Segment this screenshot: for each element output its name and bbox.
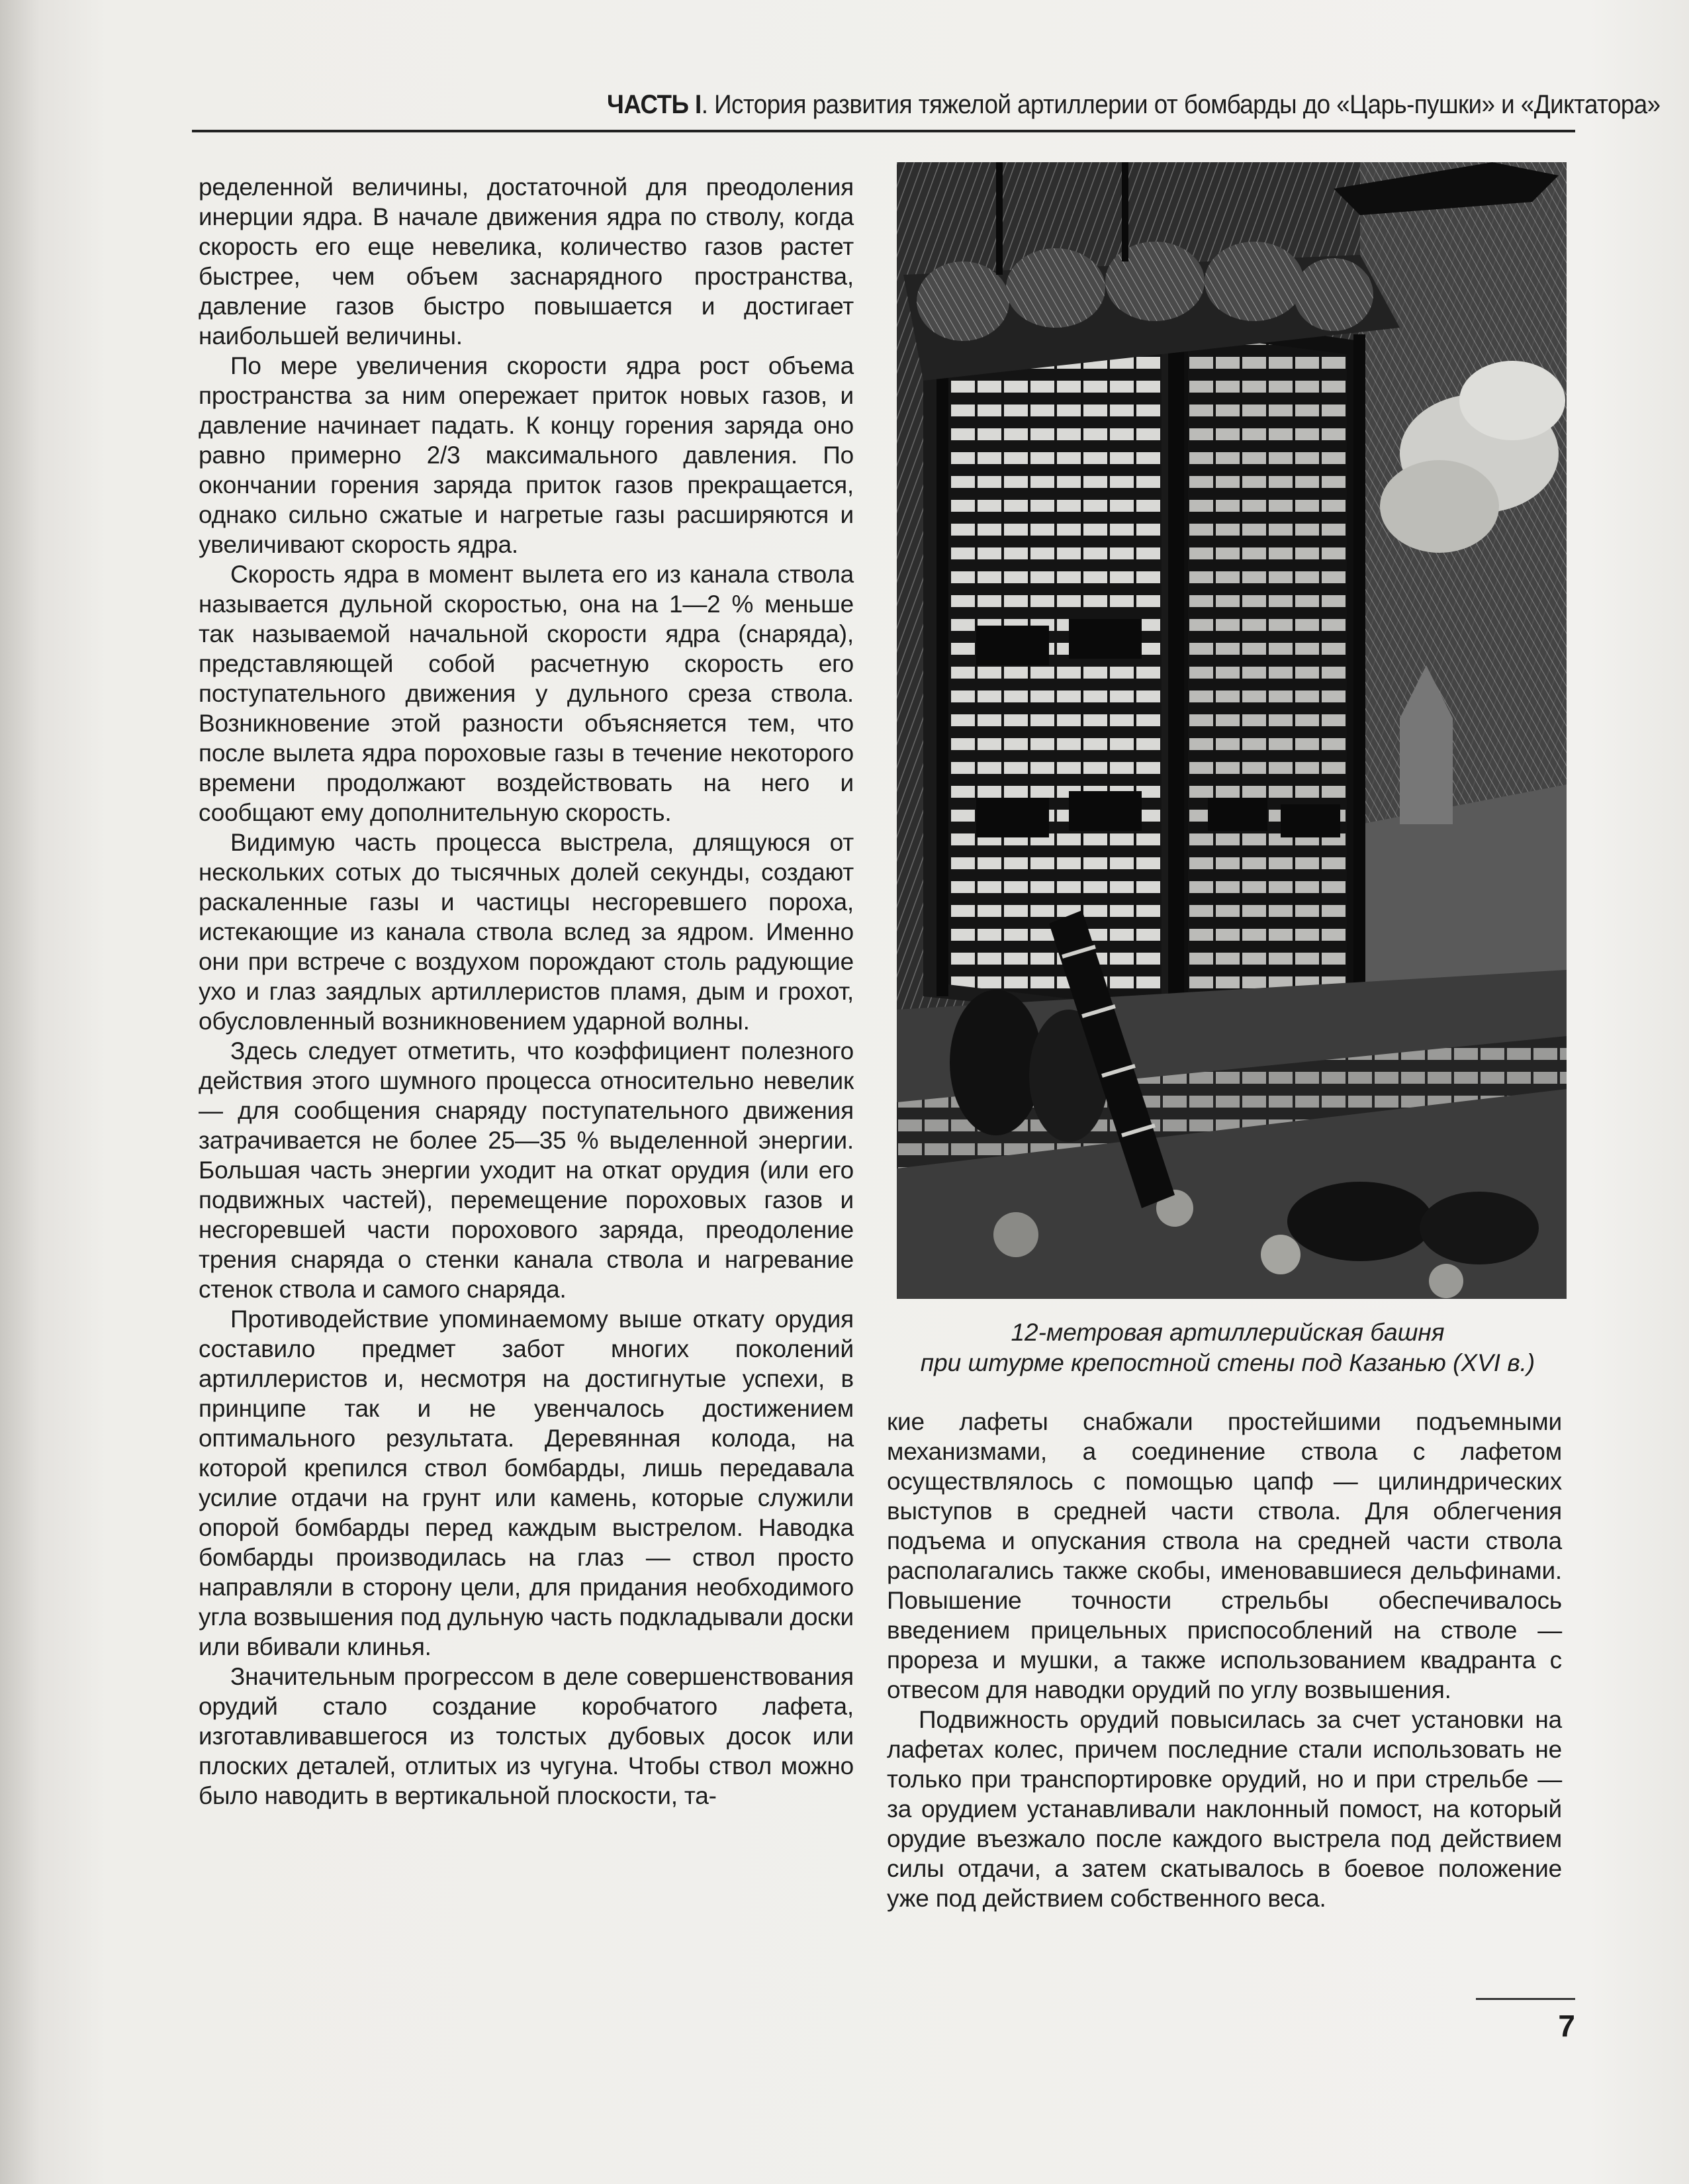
page-number-rule bbox=[1476, 1998, 1575, 2000]
paragraph: Значительным прогрессом в деле совершенствования орудий стало создание коробчатого лафета, изготавливавшегося из толстых дубовых досок или плоских деталей, отлитых из чугуна. Чтобы ствол можно было наводить в вертикальной плоскости, та- bbox=[199, 1663, 854, 1809]
page-number: 7 bbox=[1558, 2009, 1575, 2043]
figure-caption bbox=[887, 1317, 1569, 1378]
header-title: . История развития тяжелой артиллерии от бомбарды до «Царь-пушки» и «Диктатора» bbox=[701, 90, 1661, 119]
caption-line-1: 12-метровая артиллерийская башня bbox=[1011, 1319, 1445, 1346]
header-part-label: ЧАСТЬ I bbox=[607, 90, 702, 119]
paragraph: кие лафеты снабжали простейшими подъемными механизмами, а соединение ствола с лафетом осуществлялось с помощью цапф — цилиндрических выступов в средней части ствола. Для облегчения подъема и опускания ствола на средней части ствола располагались также скобы, именовавшиеся дельфинами. Повышение точности стрельбы обеспечивалось введением прицельных приспособлений на стволе — прореза и мушки, а также использованием квадранта с отвесом для наводки орудий по углу возвышения. bbox=[887, 1408, 1562, 1703]
left-text-column bbox=[199, 172, 854, 1811]
running-header bbox=[607, 85, 1661, 124]
paragraph: Скорость ядра в момент вылета его из канала ствола называется дульной скоростью, она на 1—2 % меньше так называемой начальной скорости ядра (снаряда), представляющей собой расчетную скорость его поступательного движения у дульного среза ствола. Возникновение этой разности объясняется тем, что после вылета ядра пороховые газы в течение некоторого времени продолжают воздействовать на него и сообщают ему дополнительную скорость. bbox=[199, 561, 854, 826]
paragraph: ределенной величины, достаточной для преодоления инерции ядра. В начале движения ядра по стволу, когда скорость его еще невелика, количество газов растет быстрее, чем объем заснарядного пространства, давление газов быстро повышается и достигает наибольшей величины. bbox=[199, 173, 854, 350]
paragraph: Подвижность орудий повысилась за счет установки на лафетах колес, причем последние стали использовать не только при транспортировке орудий, но и при стрельбе — за орудием устанавливали наклонный помост, на который орудие въезжало после каждого выстрела под действием силы отдачи, а затем скатывалось в боевое положение уже под действием собственного веса. bbox=[887, 1706, 1562, 1912]
siege-tower-illustration bbox=[897, 162, 1567, 1299]
paragraph: Видимую часть процесса выстрела, длящуюся от нескольких сотых до тысячных долей секунды, создают раскаленные газы и частицы несгоревшего пороха, истекающие из канала ствола вслед за ядром. Именно они при встрече с воздухом порождают столь радующие ухо и глаз заядлых артиллеристов пламя, дым и грохот, обусловленный возникновением ударной волны. bbox=[199, 829, 854, 1035]
right-text-column bbox=[887, 1407, 1562, 1913]
paragraph: По мере увеличения скорости ядра рост объема пространства за ним опережает приток новых газов, и давление начинает падать. К концу горения заряда оно равно примерно 2/3 максимального давления. По окончании горения заряда приток газов прекращается, однако сильно сжатые и нагретые газы расширяются и увеличивают скорость ядра. bbox=[199, 352, 854, 558]
paragraph: Противодействие упоминаемому выше откату орудия составило предмет забот многих поколений артиллеристов и, несмотря на достигнутые успехи, в принципе так и не увенчалось достижением оптимального результата. Деревянная колода, на которой крепился ствол бомбарды, лишь передавала усилие отдачи на грунт или камень, которые служили опорой бомбарды перед каждым выстрелом. Наводка бомбарды производилась на глаз — ствол просто направляли в сторону цели, для придания необходимого угла возвышения под дульную часть подкладывали доски или вбивали клинья. bbox=[199, 1306, 854, 1660]
caption-line-2: при штурме крепостной стены под Казанью (XVI в.) bbox=[920, 1349, 1535, 1376]
paragraph: Здесь следует отметить, что коэффициент полезного действия этого шумного процесса относительно невелик — для сообщения снаряду поступательного движения затрачивается не более 25—35 % выделенной энергии. Большая часть энергии уходит на откат орудия (или его подвижных частей), перемещение пороховых газов и несгоревшей части порохового заряда, преодоление трения снаряда о стенки канала ствола и нагревание стенок ствола и самого снаряда. bbox=[199, 1037, 854, 1303]
siege-tower-engraving bbox=[897, 162, 1567, 1299]
header-rule bbox=[192, 130, 1575, 132]
